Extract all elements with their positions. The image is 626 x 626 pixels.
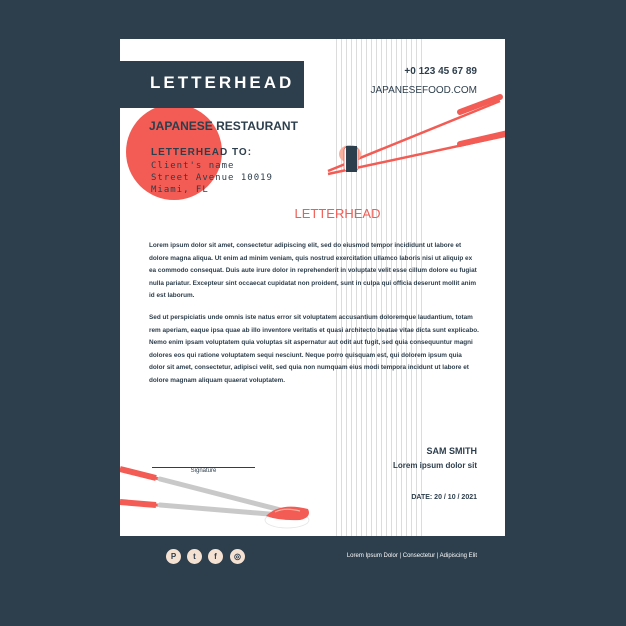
instagram-icon[interactable]: ◎: [230, 549, 245, 564]
chopstick-bottom-b-end: [120, 502, 156, 505]
sushi-top: [339, 145, 361, 172]
pinterest-icon[interactable]: P: [166, 549, 181, 564]
page-title: LETTERHEAD: [150, 73, 295, 92]
body-paragraph-2: Sed ut perspiciatis unde omnis iste natus error sit voluptatem accusantium doloremque laudantium, totam rem aperiam, eaque ipsa quae ab illo inventore veritatis et quasi architecto beatae vitae dicta sunt explicabo. Nemo enim ipsam voluptatem quia voluptas sit aspernatur aut odit aut fugit, sed quia consequuntur magni dolores eos qui ratione voluptatem sequi nesciunt. Neque porro quisquam est, qui dolorem ipsum quia dolor sit amet, consectetur, adipisci velit, sed quia non numquam eius modi tempora incidunt ut labore et dolore magnam aliquam quaerat voluptatem.: [149, 314, 479, 384]
restaurant-name: JAPANESE RESTAURANT: [149, 119, 298, 133]
recipient-city: Miami, FL: [151, 185, 209, 195]
website: JAPANESEFOOD.COM: [370, 85, 477, 96]
facebook-icon[interactable]: f: [208, 549, 223, 564]
recipient-heading: LETTERHEAD TO:: [151, 147, 253, 158]
sender-name: SAM SMITH: [426, 446, 477, 456]
signature-label: Signature: [190, 468, 217, 474]
footer: [120, 536, 505, 578]
chopstick-bottom-a-end: [120, 469, 156, 478]
letter-date: DATE: 20 / 10 / 2021: [411, 494, 477, 501]
letterhead-page: [120, 39, 505, 578]
twitter-icon[interactable]: t: [187, 549, 202, 564]
body-paragraph-1: Lorem ipsum dolor sit amet, consectetur adipiscing elit, sed do eiusmod tempor incididunt ut labore et dolore magna aliqua. Ut enim ad minim veniam, quis nostrud exercitation ullamco laboris nisi ut aliquip ex ea commodo consequat. Duis aute irure dolor in reprehenderit in voluptate velit esse cillum dolore eu fugiat nulla pariatur. Excepteur sint occaecat cupidatat non proident, sunt in culpa qui officia deserunt mollit anim id est laborum.: [149, 242, 477, 299]
phone-number: +0 123 45 67 89: [404, 66, 477, 77]
recipient-street: Street Avenue 10019: [151, 173, 273, 183]
sender-role: Lorem ipsum dolor sit: [392, 461, 477, 470]
letter-heading: LETTERHEAD: [294, 206, 381, 221]
footer-text: Lorem Ipsum Dolor | Consectetur | Adipiscing Elit: [346, 553, 477, 559]
recipient-name: Client's name: [151, 161, 235, 171]
